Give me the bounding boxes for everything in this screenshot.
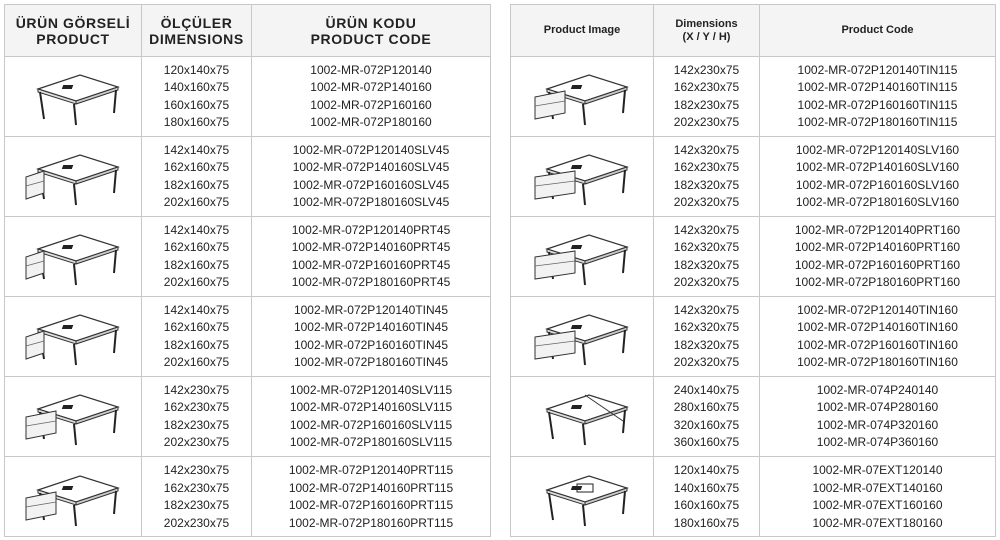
product-image-cell	[511, 137, 654, 216]
dimension-value: 182x160x75	[163, 177, 230, 192]
desk-with-pedestal-icon	[18, 141, 128, 212]
dimension-value: 162x230x75	[163, 480, 230, 495]
dimension-value: 320x160x75	[673, 417, 740, 432]
product-code-cell	[252, 57, 490, 136]
product-code-value: 1002-MR-074P360160	[816, 435, 939, 449]
product-code-cell	[252, 137, 490, 216]
dimension-value: 162x160x75	[163, 240, 230, 254]
product-image-cell	[5, 137, 142, 216]
product-image-cell	[5, 297, 142, 376]
product-code-value: 1002-MR-072P140160	[310, 80, 432, 94]
table-row	[511, 457, 995, 537]
product-code-value: 1002-MR-072P120140TIN45	[293, 302, 449, 317]
table-row	[5, 217, 490, 297]
product-code-cell	[760, 297, 995, 376]
product-code-value: 1002-MR-072P120140SLV115	[289, 382, 453, 397]
double-desk-icon	[527, 381, 637, 452]
product-code-value: 1002-MR-072P180160	[310, 115, 432, 129]
product-code-value: 1002-MR-072P160160TIN45	[293, 337, 449, 352]
product-image-cell	[511, 377, 654, 456]
table-row	[5, 57, 490, 137]
product-image-cell	[5, 57, 142, 136]
table-row	[511, 57, 995, 137]
header-product-code: Product Code	[841, 24, 914, 36]
product-code-value: 1002-MR-07EXT180160	[812, 515, 943, 530]
dimension-value: 142x230x75	[163, 463, 230, 477]
dimensions-cell	[142, 297, 252, 376]
dimension-value: 182x320x75	[673, 337, 740, 352]
table-row	[5, 137, 490, 217]
product-code-value: 1002-MR-072P180160TIN160	[797, 355, 958, 369]
header-dimensions: ÖLÇÜLER DIMENSIONS	[142, 5, 252, 56]
dimensions-cell	[142, 137, 252, 216]
product-code-cell	[252, 297, 490, 376]
dimensions-cell	[142, 57, 252, 136]
product-code-value: 1002-MR-072P160160	[310, 97, 432, 112]
product-code-cell	[252, 377, 490, 456]
dimensions-cell	[654, 217, 760, 296]
product-image-cell	[5, 217, 142, 296]
dimension-value: 142x320x75	[673, 302, 740, 317]
dimension-value: 120x140x75	[163, 62, 230, 77]
desk-with-drawers-icon	[18, 301, 128, 372]
dimension-value: 182x320x75	[673, 257, 740, 272]
header-product-image: ÜRÜN GÖRSELİ PRODUCT	[5, 5, 142, 56]
product-code-value: 1002-MR-072P160160SLV115	[289, 417, 453, 432]
product-code-value: 1002-MR-072P180160TIN45	[293, 355, 449, 369]
dimension-value: 162x230x75	[673, 160, 740, 174]
dimension-value: 160x160x75	[673, 498, 740, 512]
dimension-value: 162x320x75	[673, 240, 740, 254]
dimension-value: 162x230x75	[673, 80, 740, 94]
product-code-value: 1002-MR-072P120140SLV160	[795, 142, 960, 157]
dimension-value: 202x230x75	[163, 515, 230, 530]
dimensions-cell	[654, 57, 760, 136]
product-image-cell	[511, 217, 654, 296]
product-code-value: 1002-MR-072P160160SLV160	[795, 177, 960, 192]
product-code-value: 1002-MR-072P140160SLV45	[292, 160, 450, 174]
product-code-value: 1002-MR-07EXT140160	[812, 480, 943, 495]
table-header	[511, 5, 995, 57]
product-code-value: 1002-MR-072P160160SLV45	[292, 177, 450, 192]
dimension-value: 280x160x75	[673, 400, 740, 414]
product-code-cell	[760, 457, 995, 537]
dimension-value: 162x160x75	[163, 160, 230, 174]
dimension-value: 182x160x75	[163, 337, 230, 352]
dimension-value: 202x160x75	[163, 275, 230, 289]
header-dimensions: Dimensions (X / Y / H)	[654, 5, 760, 56]
dimensions-cell	[142, 217, 252, 296]
product-code-value: 1002-MR-072P120140TIN115	[797, 62, 958, 77]
dimension-value: 180x160x75	[163, 115, 230, 129]
dimension-value: 180x160x75	[673, 515, 740, 530]
product-code-value: 1002-MR-072P140160TIN115	[797, 80, 958, 94]
desk-with-long-cabinet-icon	[527, 141, 637, 212]
desk-icon	[18, 61, 128, 132]
table-row	[511, 297, 995, 377]
dimension-value: 162x230x75	[163, 400, 230, 414]
product-code-value: 1002-MR-074P320160	[816, 417, 939, 432]
desk-with-long-cabinet-icon	[527, 221, 637, 292]
product-code-value: 1002-MR-072P120140	[310, 62, 432, 77]
product-code-value: 1002-MR-072P180160SLV160	[795, 195, 960, 209]
dimension-value: 182x320x75	[673, 177, 740, 192]
dimension-value: 202x320x75	[673, 355, 740, 369]
desk-with-side-cabinet-icon	[18, 462, 128, 533]
dimension-value: 142x140x75	[163, 142, 230, 157]
product-image-cell	[5, 377, 142, 456]
dimension-value: 360x160x75	[673, 435, 740, 449]
dimension-value: 202x160x75	[163, 355, 230, 369]
desk-with-side-cabinet-icon	[18, 381, 128, 452]
dimension-value: 240x140x75	[673, 382, 740, 397]
dimensions-cell	[654, 457, 760, 537]
header-product-image: Product Image	[511, 5, 654, 56]
dimensions-cell	[142, 377, 252, 456]
table-row	[5, 377, 490, 457]
desk-with-pedestal-icon	[18, 221, 128, 292]
product-code-value: 1002-MR-072P140160TIN45	[293, 320, 449, 334]
product-code-cell	[760, 377, 995, 456]
dimension-value: 202x230x75	[673, 115, 740, 129]
product-code-value: 1002-MR-074P280160	[816, 400, 939, 414]
table-header	[5, 5, 490, 57]
table-row	[511, 217, 995, 297]
dimension-value: 162x160x75	[163, 320, 230, 334]
product-code-value: 1002-MR-072P180160PRT45	[291, 275, 451, 289]
dimensions-cell	[654, 137, 760, 216]
dimensions-cell	[142, 457, 252, 537]
product-code-value: 1002-MR-07EXT120140	[812, 463, 943, 477]
dimension-value: 142x230x75	[163, 382, 230, 397]
product-code-value: 1002-MR-072P160160PRT45	[291, 257, 451, 272]
dimension-value: 140x160x75	[163, 80, 230, 94]
table-row	[511, 377, 995, 457]
dimension-value: 142x140x75	[163, 222, 230, 237]
product-code-value: 1002-MR-072P120140PRT160	[794, 222, 961, 237]
dimension-value: 142x140x75	[163, 302, 230, 317]
table-row	[511, 137, 995, 217]
product-code-value: 1002-MR-072P180160PRT160	[794, 275, 961, 289]
dimension-value: 142x320x75	[673, 142, 740, 157]
product-table-right	[510, 4, 996, 537]
dimension-value: 182x160x75	[163, 257, 230, 272]
desk-with-long-cabinet-icon	[527, 301, 637, 372]
product-code-value: 1002-MR-072P180160SLV45	[292, 195, 450, 209]
dimension-value: 202x230x75	[163, 435, 230, 449]
product-code-value: 1002-MR-072P140160TIN160	[797, 320, 958, 334]
product-code-value: 1002-MR-072P140160PRT115	[288, 480, 454, 495]
dimension-value: 142x230x75	[673, 62, 740, 77]
product-code-value: 1002-MR-072P120140SLV45	[292, 142, 450, 157]
dimension-value: 202x320x75	[673, 275, 740, 289]
product-code-value: 1002-MR-072P160160PRT160	[794, 257, 961, 272]
table-row	[5, 297, 490, 377]
product-code-value: 1002-MR-072P160160PRT115	[288, 498, 454, 512]
product-image-cell	[511, 297, 654, 376]
table-row	[5, 457, 490, 537]
dimension-value: 182x230x75	[673, 97, 740, 112]
product-code-cell	[760, 217, 995, 296]
product-code-value: 1002-MR-074P240140	[816, 382, 939, 397]
product-code-value: 1002-MR-072P140160PRT45	[291, 240, 451, 254]
product-code-value: 1002-MR-072P140160SLV160	[795, 160, 960, 174]
product-code-cell	[252, 457, 490, 537]
dimension-value: 160x160x75	[163, 97, 230, 112]
desk-with-side-cabinet-icon	[527, 61, 637, 132]
dimension-value: 162x320x75	[673, 320, 740, 334]
product-code-value: 1002-MR-072P120140PRT45	[291, 222, 451, 237]
product-image-cell	[5, 457, 142, 537]
product-code-value: 1002-MR-072P180160SLV115	[289, 435, 453, 449]
dimension-value: 140x160x75	[673, 480, 740, 495]
dimension-value: 182x230x75	[163, 417, 230, 432]
dimensions-cell	[654, 377, 760, 456]
product-code-cell	[760, 137, 995, 216]
product-code-cell	[252, 217, 490, 296]
product-code-value: 1002-MR-07EXT160160	[812, 498, 943, 512]
product-image-cell	[511, 57, 654, 136]
product-code-value: 1002-MR-072P160160TIN160	[797, 337, 958, 352]
product-code-value: 1002-MR-072P120140PRT115	[288, 463, 454, 477]
dimension-value: 202x320x75	[673, 195, 740, 209]
header-product-code: ÜRÜN KODU PRODUCT CODE	[310, 14, 432, 47]
product-code-value: 1002-MR-072P160160TIN115	[797, 97, 958, 112]
dimension-value: 182x230x75	[163, 498, 230, 512]
product-code-value: 1002-MR-072P180160TIN115	[797, 115, 958, 129]
product-code-value: 1002-MR-072P140160SLV115	[289, 400, 453, 414]
product-code-value: 1002-MR-072P120140TIN160	[797, 302, 958, 317]
product-code-cell	[760, 57, 995, 136]
product-code-value: 1002-MR-072P140160PRT160	[794, 240, 961, 254]
extension-desk-icon	[527, 462, 637, 533]
product-code-value: 1002-MR-072P180160PRT115	[288, 515, 454, 530]
product-image-cell	[511, 457, 654, 537]
dimension-value: 142x320x75	[673, 222, 740, 237]
dimension-value: 120x140x75	[673, 463, 740, 477]
dimension-value: 202x160x75	[163, 195, 230, 209]
product-table-left	[4, 4, 491, 537]
dimensions-cell	[654, 297, 760, 376]
